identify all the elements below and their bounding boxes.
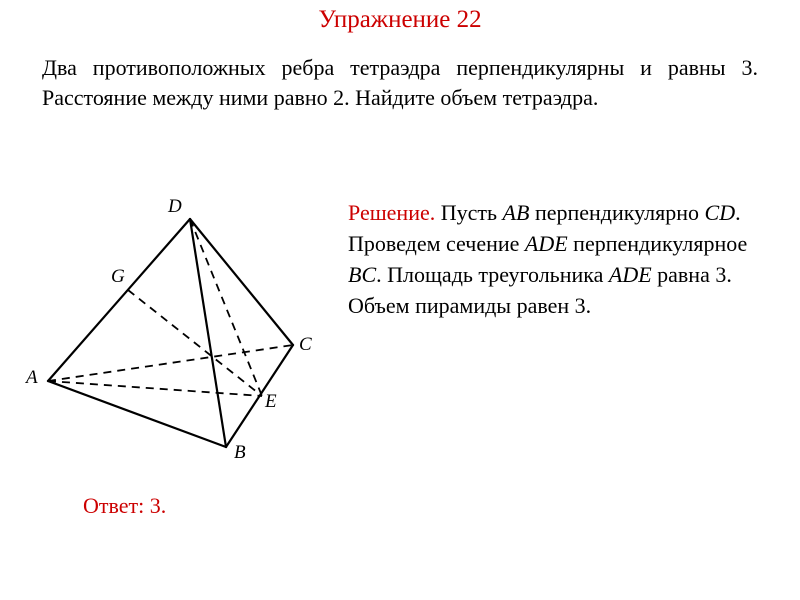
edge-dc (190, 219, 293, 345)
section-ade: ADE (524, 231, 568, 256)
edge-db (190, 219, 226, 447)
triangle-ade: ADE (608, 262, 652, 287)
solution-fragment: Пусть (435, 200, 503, 225)
solution-text (348, 197, 778, 321)
solution-fragment: . Площадь треугольника (376, 262, 609, 287)
vertex-label-e: E (265, 391, 277, 412)
segment-ab: AB (502, 200, 530, 225)
solution-fragment: равна 3. Объем пирамиды равен 3. (348, 262, 732, 318)
exercise-title: Упражнение 22 (318, 6, 482, 33)
solution-fragment: перпендикулярное (567, 231, 748, 256)
vertex-label-c: C (299, 334, 312, 355)
vertex-label-g: G (111, 266, 125, 287)
problem-statement: Два противоположных ребра тетраэдра перпендикулярны и равны 3. Расстояние между ними равно 2. Найдите объем тетраэдра. (42, 55, 758, 110)
edge-ab (48, 381, 226, 447)
segment-bc: BC (348, 262, 377, 287)
answer-text: Ответ: 3. (83, 493, 167, 518)
hidden-edge-ac (48, 345, 293, 381)
hidden-line-ge (128, 290, 262, 396)
solution-heading: Решение. (348, 200, 436, 225)
vertex-label-b: B (234, 442, 246, 463)
solution-fragment: перпендикулярно (529, 200, 705, 225)
edge-ad (48, 219, 190, 381)
solution-fragment: . Проведем сечение (348, 200, 741, 256)
vertex-label-a: A (26, 367, 38, 388)
segment-cd: CD (704, 200, 736, 225)
hidden-line-de (190, 219, 262, 396)
vertex-label-d: D (168, 196, 182, 217)
